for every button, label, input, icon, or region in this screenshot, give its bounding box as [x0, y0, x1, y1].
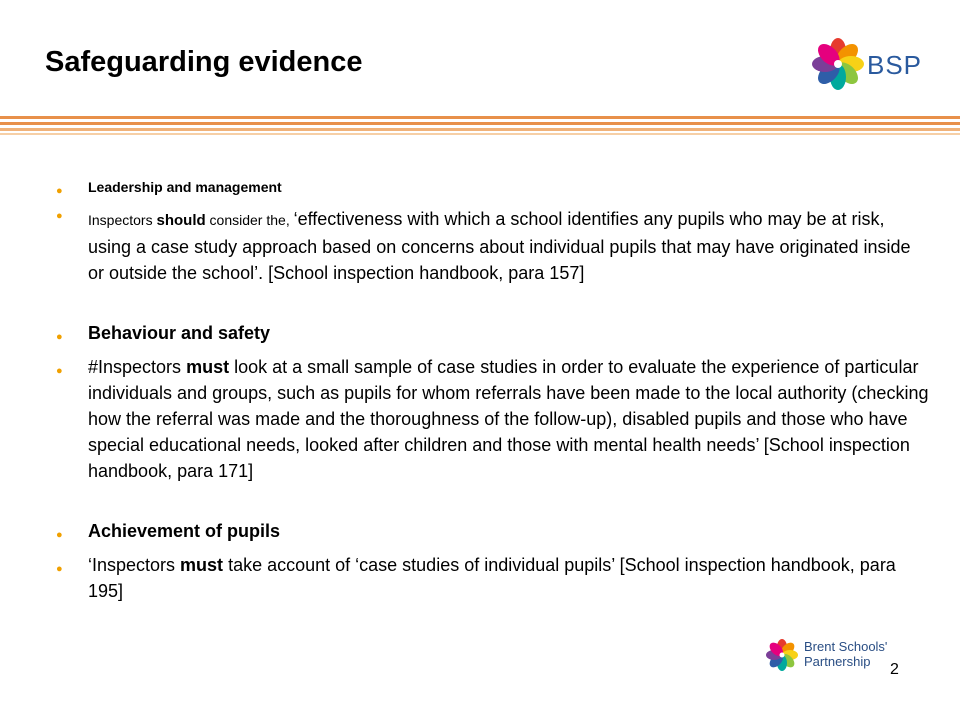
- bullet-icon: ●: [56, 185, 63, 197]
- logo-text: BSP: [867, 50, 923, 80]
- bullet-icon: ●: [56, 331, 63, 343]
- flower-logo-icon: [766, 639, 798, 671]
- bullet-item: [50, 206, 930, 286]
- bullet-text-bold: must: [180, 555, 224, 575]
- logo-text: Partnership: [804, 654, 871, 669]
- flower-logo-icon: [812, 38, 864, 90]
- heading-text: Achievement of pupils: [88, 521, 281, 541]
- bullet-item: [50, 552, 930, 604]
- section-heading: [50, 176, 930, 198]
- logo-text: Brent Schools': [804, 639, 888, 654]
- bullet-text: ‘Inspectors: [88, 555, 181, 575]
- bullet-icon: ●: [56, 563, 63, 575]
- bullet-text-bold: must: [186, 357, 230, 377]
- bullet-text: take account of ‘case studies of individual pupils’ [School inspection handbook, para 195]: [88, 555, 896, 601]
- header-rule: [0, 128, 960, 131]
- header-rule: [0, 133, 960, 135]
- bullet-text-bold: should: [156, 212, 206, 229]
- heading-text: Leadership and management: [88, 179, 282, 195]
- slide-content: [50, 176, 930, 612]
- bullet-icon: ●: [56, 365, 63, 377]
- section-heading: [50, 518, 930, 544]
- bullet-icon: ●: [56, 210, 63, 222]
- header-rule: [0, 122, 960, 125]
- bullet-text: look at a small sample of case studies in order to evaluate the experience of particular individuals and groups, such as pupils for whom referrals have been made to the local authority (checking how the referral was made and the thoroughness of the follow-up), disabled pupils and those who have special educational needs, looked after children and those with mental health needs’ [School inspection handbook, para 171]: [88, 357, 929, 481]
- section-heading: [50, 320, 930, 346]
- brent-schools-partnership-logo: [764, 636, 904, 676]
- bullet-text: consider the,: [205, 212, 294, 228]
- heading-text: Behaviour and safety: [88, 323, 271, 343]
- header-rule: [0, 116, 960, 119]
- bullet-text: #Inspectors: [88, 357, 187, 377]
- bullet-text: ‘effectiveness with which a school identifies any pupils who may be at risk, using a case study approach based on concerns about individual pupils that may have originated inside or outside the school’. [School inspection handbook, para 157]: [88, 209, 911, 283]
- slide-title: Safeguarding evidence: [45, 46, 363, 78]
- bsp-logo: [812, 38, 923, 94]
- bullet-icon: ●: [56, 529, 63, 541]
- bullet-text: Inspectors: [88, 212, 157, 228]
- page-number: 2: [890, 661, 899, 678]
- bullet-item: [50, 354, 930, 484]
